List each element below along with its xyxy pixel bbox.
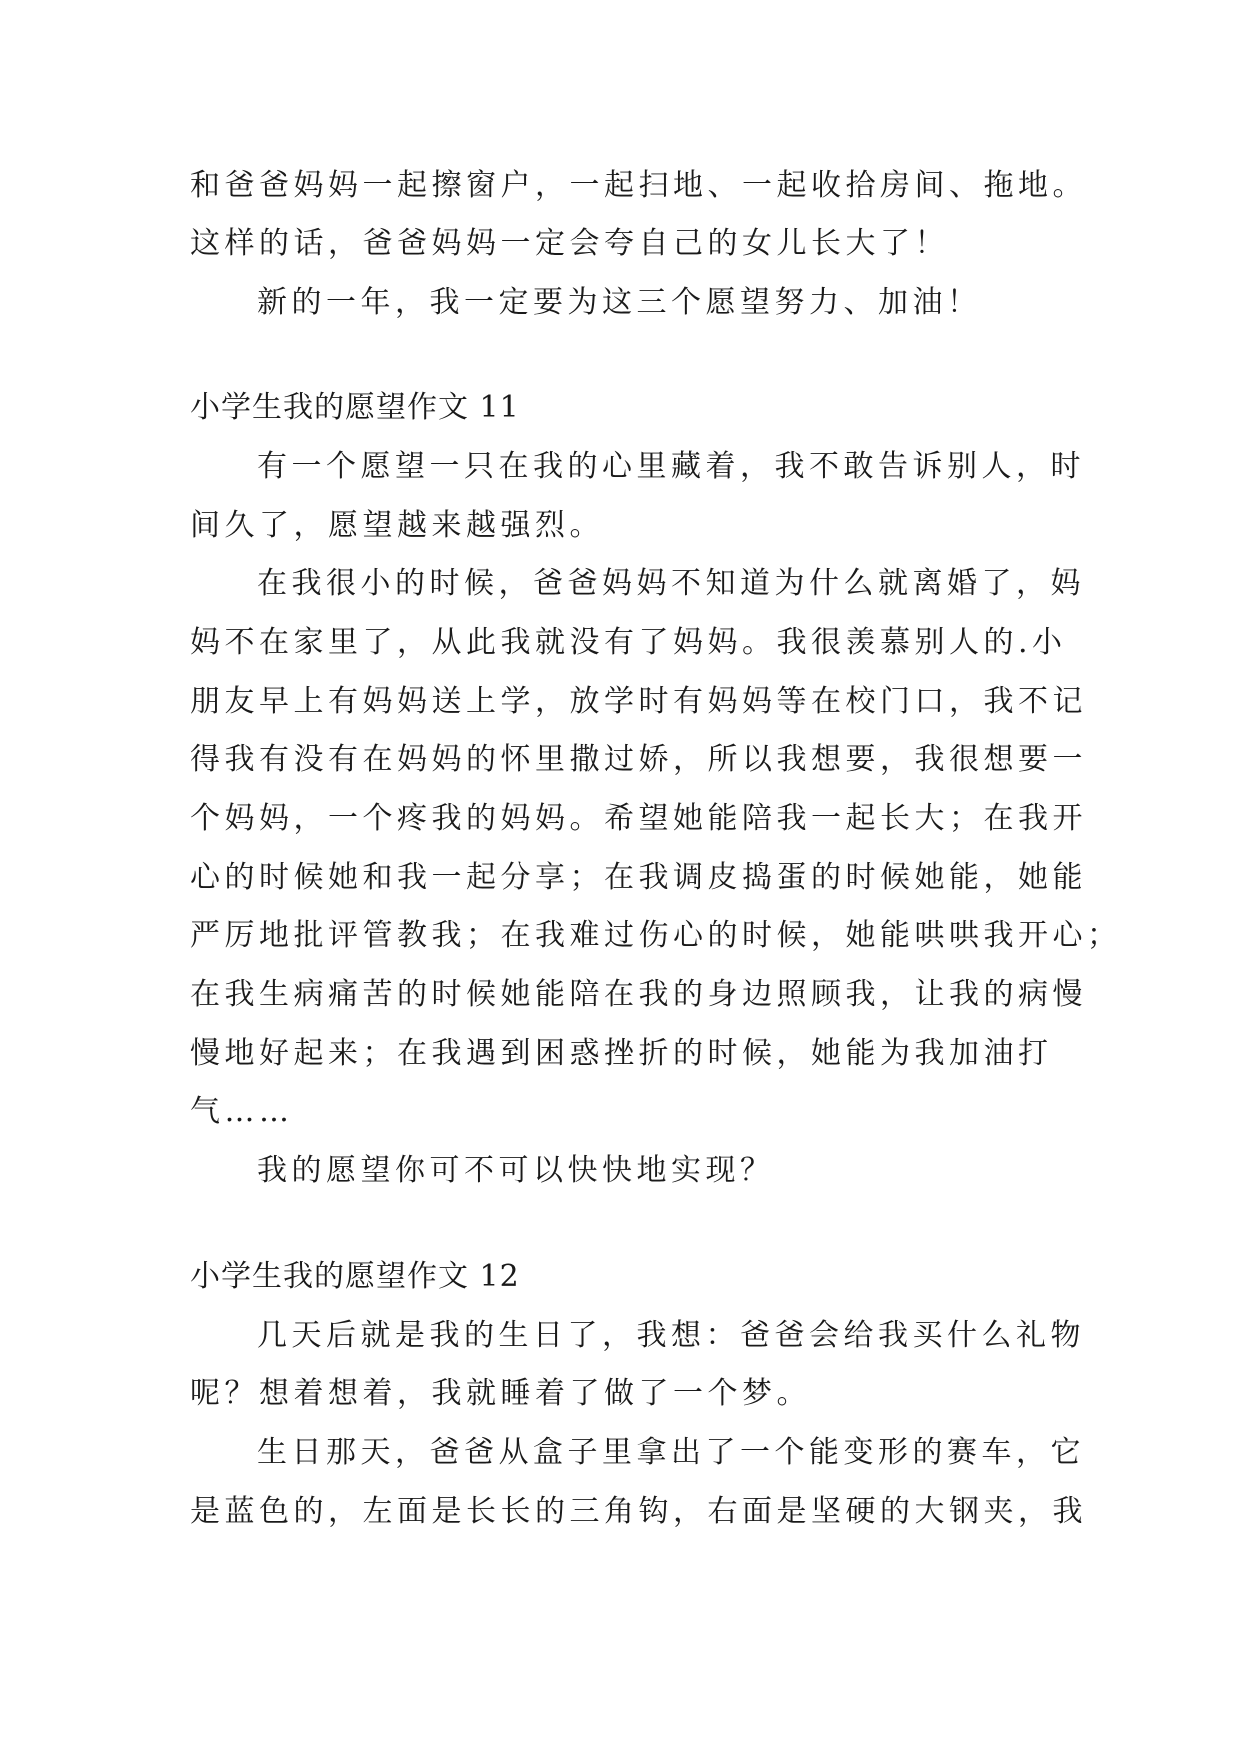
body-line: 我的愿望你可不可以快快地实现？ [257,1153,775,1188]
body-line: 这样的话，爸爸妈妈一定会夸自己的女儿长大了！ [190,226,949,261]
body-line: 气…… [190,1094,294,1129]
body-line: 生日那天，爸爸从盒子里拿出了一个能变形的赛车，它 [257,1435,1085,1470]
body-line: 间久了，愿望越来越强烈。 [190,508,604,543]
body-line: 慢地好起来；在我遇到困惑挫折的时候，她能为我加油打 [190,1036,1053,1071]
body-line: 新的一年，我一定要为这三个愿望努力、加油！ [257,285,982,320]
body-line: 妈不在家里了，从此我就没有了妈妈。我很羡慕别人的.小 [190,625,1067,660]
body-line: 朋友早上有妈妈送上学，放学时有妈妈等在校门口，我不记 [190,684,1087,719]
body-line: 个妈妈，一个疼我的妈妈。希望她能陪我一起长大；在我开 [190,801,1087,836]
body-line: 有一个愿望一只在我的心里藏着，我不敢告诉别人，时 [257,449,1085,484]
body-line: 呢？想着想着，我就睡着了做了一个梦。 [190,1376,811,1411]
body-line: 得我有没有在妈妈的怀里撒过娇，所以我想要，我很想要一 [190,742,1087,777]
section-heading-12: 小学生我的愿望作文 12 [190,1259,520,1294]
body-line: 严厉地批评管教我；在我难过伤心的时候，她能哄哄我开心； [190,918,1122,953]
body-line: 在我很小的时候，爸爸妈妈不知道为什么就离婚了，妈 [257,566,1085,601]
body-line: 心的时候她和我一起分享；在我调皮捣蛋的时候她能，她能 [190,860,1087,895]
body-line: 是蓝色的，左面是长长的三角钩，右面是坚硬的大钢夹，我 [190,1494,1087,1529]
section-heading-11: 小学生我的愿望作文 11 [190,390,520,425]
body-line: 几天后就是我的生日了，我想：爸爸会给我买什么礼物 [257,1318,1085,1353]
body-line: 和爸爸妈妈一起擦窗户，一起扫地、一起收拾房间、拖地。 [190,168,1087,203]
body-line: 在我生病痛苦的时候她能陪在我的身边照顾我，让我的病慢 [190,977,1087,1012]
